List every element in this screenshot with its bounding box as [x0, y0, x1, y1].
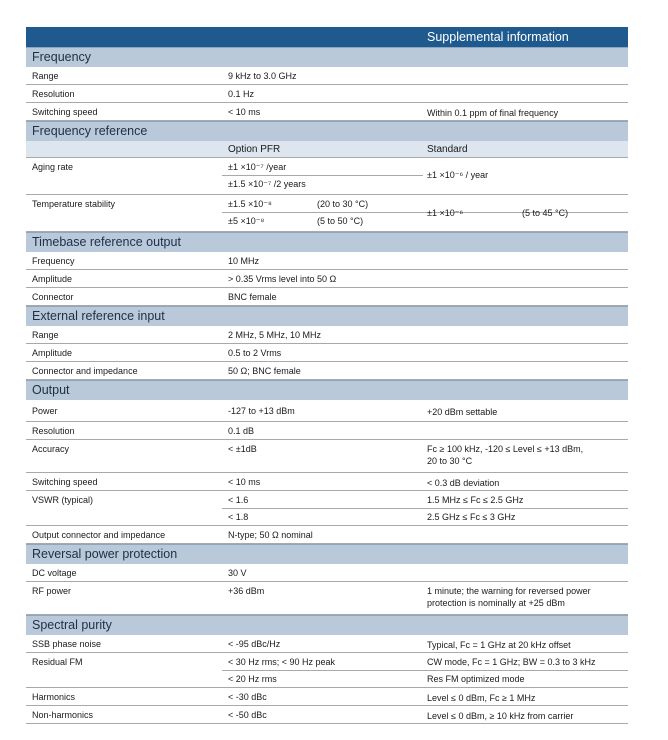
row-value: < 10 ms	[228, 477, 261, 487]
row-supplemental: Level ≤ 0 dBm, ≥ 10 kHz from carrier	[427, 711, 574, 721]
table-row	[26, 344, 628, 362]
row-label: Range	[32, 71, 59, 81]
temperature-stability-row	[26, 195, 628, 232]
spec-table	[26, 27, 628, 724]
row-supplemental: protection is nominally at +25 dBm	[427, 598, 565, 608]
row-value: (5 to 50 °C)	[317, 216, 364, 226]
residual-fm-row	[26, 653, 628, 688]
row-label: SSB phase noise	[32, 639, 102, 649]
divider	[222, 175, 423, 176]
row-supplemental: ±1 ×10⁻⁶	[427, 208, 464, 218]
row-label: Frequency	[32, 256, 75, 266]
row-value: ±1.5 ×10⁻⁸	[228, 199, 272, 209]
row-value: 30 V	[228, 568, 247, 578]
row-label: Range	[32, 330, 59, 340]
row-value: ±1.5 ×10⁻⁷ /2 years	[228, 179, 306, 189]
table-row	[26, 103, 628, 121]
table-row	[26, 288, 628, 306]
row-label: Output connector and impedance	[32, 530, 166, 540]
table-row	[26, 440, 628, 473]
row-supplemental: CW mode, Fc = 1 GHz; BW = 0.3 to 3 kHz	[427, 657, 596, 667]
row-label: Switching speed	[32, 477, 98, 487]
table-row	[26, 526, 628, 544]
divider	[222, 508, 628, 509]
row-label: Residual FM	[32, 657, 83, 667]
row-supplemental: Within 0.1 ppm of final frequency	[427, 108, 559, 118]
row-supplemental: 20 to 30 °C	[427, 456, 473, 466]
row-value: 0.5 to 2 Vrms	[228, 348, 282, 358]
row-label: Accuracy	[32, 444, 70, 454]
row-value: < 30 Hz rms; < 90 Hz peak	[228, 657, 336, 667]
row-value: < 20 Hz rms	[228, 674, 277, 684]
row-supplemental: 1.5 MHz ≤ Fc ≤ 2.5 GHz	[427, 495, 524, 505]
section-reversal-power-protection: Reversal power protection	[26, 544, 628, 564]
row-value: < -30 dBc	[228, 692, 267, 702]
section-external-reference-input: External reference input	[26, 306, 628, 326]
row-label: Resolution	[32, 89, 75, 99]
table-header	[26, 27, 628, 47]
table-row	[26, 688, 628, 706]
row-value: 2 MHz, 5 MHz, 10 MHz	[228, 330, 322, 340]
row-label: Switching speed	[32, 107, 98, 117]
table-row	[26, 706, 628, 724]
section-timebase-reference-output: Timebase reference output	[26, 232, 628, 252]
col-option-pfr: Option PFR	[228, 144, 281, 155]
table-row	[26, 422, 628, 440]
table-row	[26, 270, 628, 288]
row-label: Power	[32, 406, 58, 416]
row-label: Harmonics	[32, 692, 76, 702]
row-value: ±1 ×10⁻⁷ /year	[228, 162, 287, 172]
table-row	[26, 85, 628, 103]
row-label: Temperature stability	[32, 199, 116, 209]
table-row	[26, 582, 628, 615]
supplemental-header: Supplemental information	[427, 30, 569, 44]
vswr-row	[26, 491, 628, 526]
row-label: RF power	[32, 586, 72, 596]
row-supplemental: Level ≤ 0 dBm, Fc ≥ 1 MHz	[427, 693, 536, 703]
row-label: Connector and impedance	[32, 366, 138, 376]
row-value: 50 Ω; BNC female	[228, 366, 301, 376]
divider	[222, 670, 628, 671]
row-label: Resolution	[32, 426, 75, 436]
row-value: < ±1dB	[228, 444, 257, 454]
row-value: BNC female	[228, 292, 277, 302]
row-label: Connector	[32, 292, 74, 302]
subheader-row	[26, 141, 628, 158]
table-row	[26, 67, 628, 85]
row-value: < -95 dBc/Hz	[228, 639, 281, 649]
table-row	[26, 473, 628, 491]
row-label: Aging rate	[32, 162, 74, 172]
row-value: ±5 ×10⁻⁸	[228, 216, 265, 226]
row-value: (20 to 30 °C)	[317, 199, 369, 209]
table-row	[26, 326, 628, 344]
row-value: 0.1 dB	[228, 426, 255, 436]
row-supplemental: Fc ≥ 100 kHz, -120 ≤ Level ≤ +13 dBm,	[427, 444, 584, 454]
row-supplemental: 2.5 GHz ≤ Fc ≤ 3 GHz	[427, 512, 516, 522]
row-value: 10 MHz	[228, 256, 260, 266]
table-row	[26, 252, 628, 270]
table-row	[26, 564, 628, 582]
row-value: -127 to +13 dBm	[228, 406, 295, 416]
row-value: > 0.35 Vrms level into 50 Ω	[228, 274, 337, 284]
row-value: < -50 dBc	[228, 710, 267, 720]
row-value: < 10 ms	[228, 107, 261, 117]
row-supplemental: 1 minute; the warning for reversed power	[427, 586, 591, 596]
aging-rate-row	[26, 158, 628, 195]
row-supplemental: (5 to 45 °C)	[522, 208, 569, 218]
row-supplemental: < 0.3 dB deviation	[427, 478, 500, 488]
table-row	[26, 635, 628, 653]
row-supplemental: Res FM optimized mode	[427, 674, 525, 684]
row-value: < 1.6	[228, 495, 249, 505]
section-spectral-purity: Spectral purity	[26, 615, 628, 635]
row-label: Non-harmonics	[32, 710, 94, 720]
row-value: 0.1 Hz	[228, 89, 255, 99]
row-label: VSWR (typical)	[32, 495, 94, 505]
col-standard: Standard	[427, 144, 468, 155]
row-value: 9 kHz to 3.0 GHz	[228, 71, 297, 81]
row-supplemental: ±1 ×10⁻⁶ / year	[427, 170, 489, 180]
section-frequency-reference: Frequency reference	[26, 121, 628, 141]
table-row	[26, 400, 628, 422]
table-row	[26, 362, 628, 380]
row-supplemental: +20 dBm settable	[427, 407, 498, 417]
row-value: +36 dBm	[228, 586, 265, 596]
row-value: N-type; 50 Ω nominal	[228, 530, 313, 540]
section-output: Output	[26, 380, 628, 400]
row-label: Amplitude	[32, 274, 73, 284]
row-label: Amplitude	[32, 348, 73, 358]
row-value: < 1.8	[228, 512, 249, 522]
row-supplemental: Typical, Fc = 1 GHz at 20 kHz offset	[427, 640, 571, 650]
row-label: DC voltage	[32, 568, 77, 578]
section-frequency: Frequency	[26, 47, 628, 67]
